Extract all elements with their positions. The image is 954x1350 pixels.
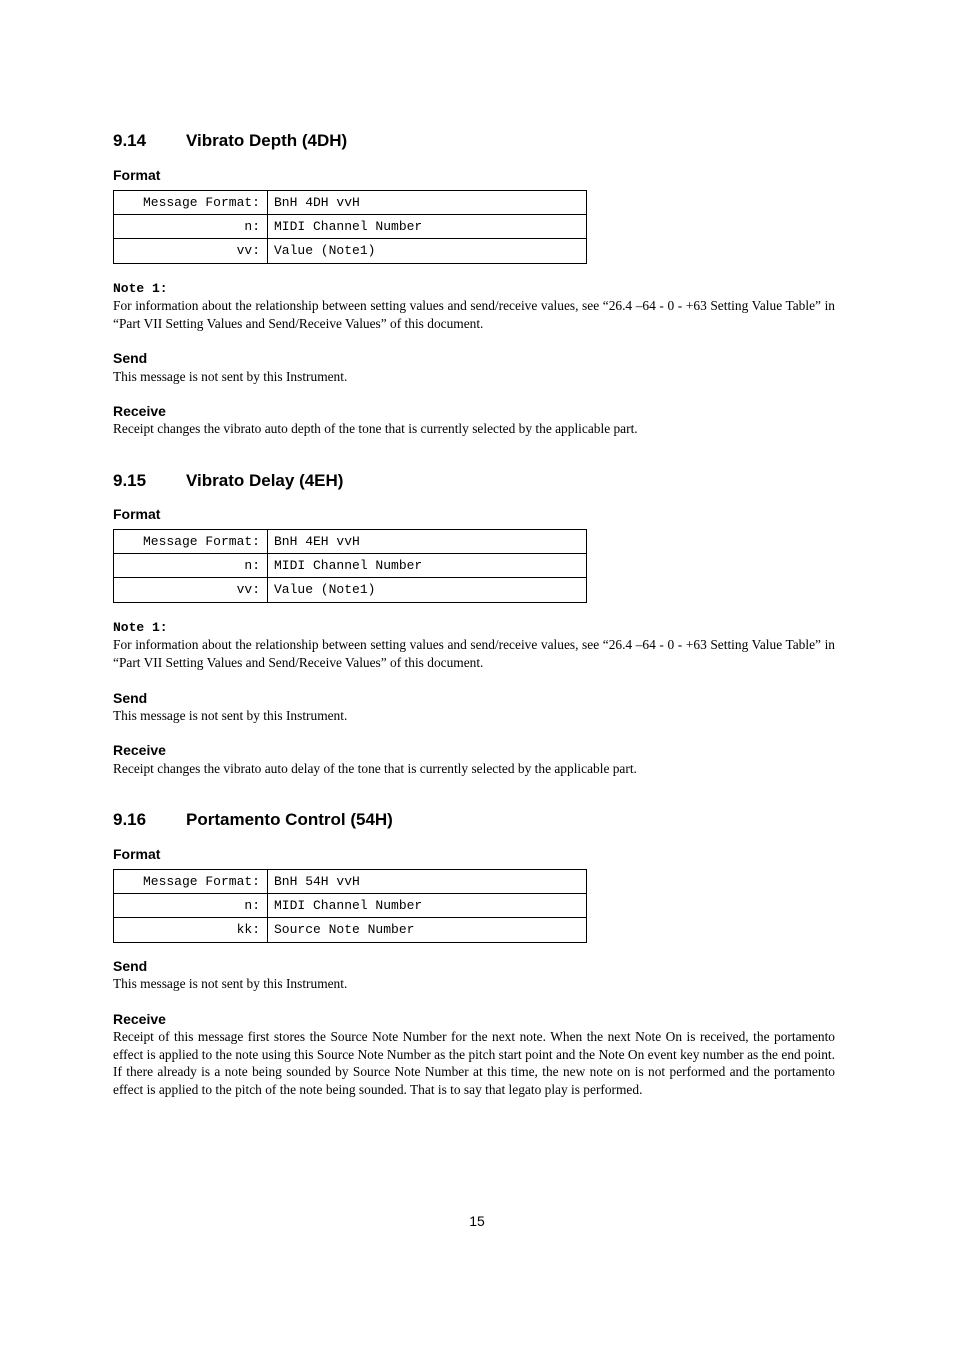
table-value: BnH 54H vvH	[274, 874, 360, 889]
table-key: Message Format:	[114, 870, 268, 893]
send-heading: Send	[113, 958, 148, 974]
table-value: Source Note Number	[274, 922, 415, 937]
table-value: MIDI Channel Number	[274, 558, 423, 573]
table-row	[114, 894, 586, 918]
note-text: For information about the relationship between setting values and send/receive values, see “26.4 –64 - 0 - +63 Setting Value Table” in “Part VII Setting Values and Send/Receive Values” of this document.	[113, 637, 835, 670]
receive-text: Receipt of this message first stores the Source Note Number for the next note. When the next Note On is received, the portamento effect is applied to the note using this Source Note Number as the pitch start point and the Note On event key number as the end point. If there already is a note being sounded by Source Note Number at this time, the new note on is not performed and the portamento effect is applied to the pitch of the note being sounded. That is to say that legato play is performed.	[113, 1029, 835, 1097]
table-key: Message Format:	[114, 530, 268, 553]
table-value: Value (Note1)	[274, 582, 376, 597]
table-value: Value (Note1)	[274, 243, 376, 258]
note-label: Note 1:	[113, 620, 168, 635]
table-key: vv:	[114, 578, 268, 602]
table-row	[114, 918, 586, 942]
table-row	[114, 215, 586, 239]
table-value: BnH 4DH vvH	[274, 195, 360, 210]
section-number: 9.14	[113, 131, 147, 150]
format-table	[113, 869, 587, 943]
send-heading: Send	[113, 350, 148, 366]
receive-text: Receipt changes the vibrato auto delay of the tone that is currently selected by the applicable part.	[113, 761, 637, 776]
table-key: kk:	[114, 918, 268, 942]
section-number: 9.15	[113, 471, 147, 490]
table-value: MIDI Channel Number	[274, 898, 423, 913]
receive-heading: Receive	[113, 1011, 166, 1027]
section-title	[113, 471, 343, 491]
table-row	[114, 870, 586, 894]
section-title-text: Vibrato Delay (4EH)	[186, 471, 344, 490]
table-key: n:	[114, 554, 268, 577]
table-key: Message Format:	[114, 191, 268, 214]
page-number: 15	[469, 1213, 485, 1229]
table-row	[114, 239, 586, 263]
section-title	[113, 131, 347, 151]
table-key: n:	[114, 215, 268, 238]
table-key: vv:	[114, 239, 268, 263]
section-title-text: Portamento Control (54H)	[186, 810, 393, 829]
send-text: This message is not sent by this Instrument.	[113, 708, 348, 723]
table-row	[114, 554, 586, 578]
table-row	[114, 578, 586, 602]
receive-heading: Receive	[113, 742, 166, 758]
table-value: BnH 4EH vvH	[274, 534, 360, 549]
send-text: This message is not sent by this Instrument.	[113, 369, 348, 384]
send-heading: Send	[113, 690, 148, 706]
section-title-text: Vibrato Depth (4DH)	[186, 131, 348, 150]
format-table	[113, 529, 587, 603]
receive-text: Receipt changes the vibrato auto depth of the tone that is currently selected by the applicable part.	[113, 421, 638, 436]
format-heading: Format	[113, 506, 161, 522]
receive-heading: Receive	[113, 403, 166, 419]
table-key: n:	[114, 894, 268, 917]
format-table	[113, 190, 587, 264]
section-title	[113, 810, 393, 830]
table-value: MIDI Channel Number	[274, 219, 423, 234]
format-heading: Format	[113, 167, 161, 183]
note-text: For information about the relationship between setting values and send/receive values, see “26.4 –64 - 0 - +63 Setting Value Table” in “Part VII Setting Values and Send/Receive Values” of this document.	[113, 298, 835, 331]
section-number: 9.16	[113, 810, 147, 829]
table-row	[114, 191, 586, 215]
format-heading: Format	[113, 846, 161, 862]
send-text: This message is not sent by this Instrument.	[113, 976, 348, 991]
table-row	[114, 530, 586, 554]
note-label: Note 1:	[113, 281, 168, 296]
